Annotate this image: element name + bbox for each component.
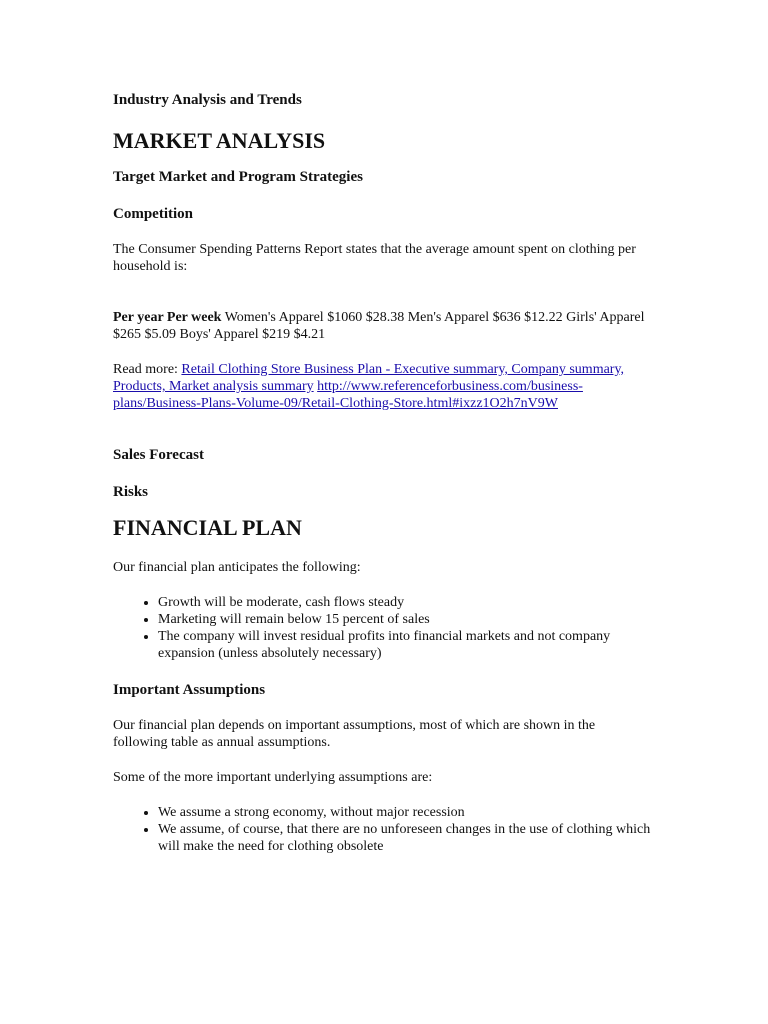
financial-bullet-list — [113, 594, 663, 662]
list-item: • Growth will be moderate, cash flows steady — [158, 594, 663, 611]
financial-intro: Our financial plan anticipates the following: — [113, 560, 361, 575]
read-more-label: Read more: — [113, 362, 178, 377]
read-more-url[interactable]: http://www.referenceforbusiness.com/business-plans/Business-Plans-Volume-09/Retail-Clothing-Store.html#ixzz1O2h7nV9W — [113, 379, 583, 411]
market-analysis-heading: MARKET ANALYSIS — [113, 128, 326, 153]
document-page — [113, 91, 673, 855]
read-more-link[interactable]: Retail Clothing Store Business Plan - Executive summary, Company summary, Products, Market analysis summary — [113, 362, 625, 394]
underlying-intro: Some of the more important underlying assumptions are: — [113, 770, 433, 785]
sales-forecast-heading: Sales Forecast — [113, 447, 204, 463]
underlying-bullet-list — [113, 804, 663, 855]
assumptions-heading: Important Assumptions — [113, 682, 266, 698]
spending-paragraph — [113, 309, 653, 343]
assumptions-paragraph: Our financial plan depends on important assumptions, most of which are shown in the following table as annual assumptions. — [113, 718, 596, 750]
list-item: • The company will invest residual profits into financial markets and not company expansion (unless absolutely necessary) — [158, 628, 663, 662]
list-item: • Marketing will remain below 15 percent of sales — [158, 611, 663, 628]
risks-heading: Risks — [113, 484, 149, 500]
list-item: • We assume a strong economy, without major recession — [158, 804, 663, 821]
financial-plan-heading: FINANCIAL PLAN — [113, 515, 302, 540]
industry-heading: Industry Analysis and Trends — [113, 92, 302, 108]
list-item: • We assume, of course, that there are no unforeseen changes in the use of clothing which will make the need for clothing obsolete — [158, 821, 663, 855]
target-market-heading: Target Market and Program Strategies — [113, 169, 363, 185]
competition-heading: Competition — [113, 206, 193, 222]
read-more-paragraph — [113, 361, 658, 412]
spending-figures: Women's Apparel $1060 $28.38 Men's Apparel $636 $12.22 Girls' Apparel $265 $5.09 Boys' Apparel $219 $4.21 — [113, 310, 645, 342]
spending-lead: Per year Per week — [113, 310, 222, 325]
competition-paragraph: The Consumer Spending Patterns Report states that the average amount spent on clothing per household is: — [113, 242, 636, 274]
